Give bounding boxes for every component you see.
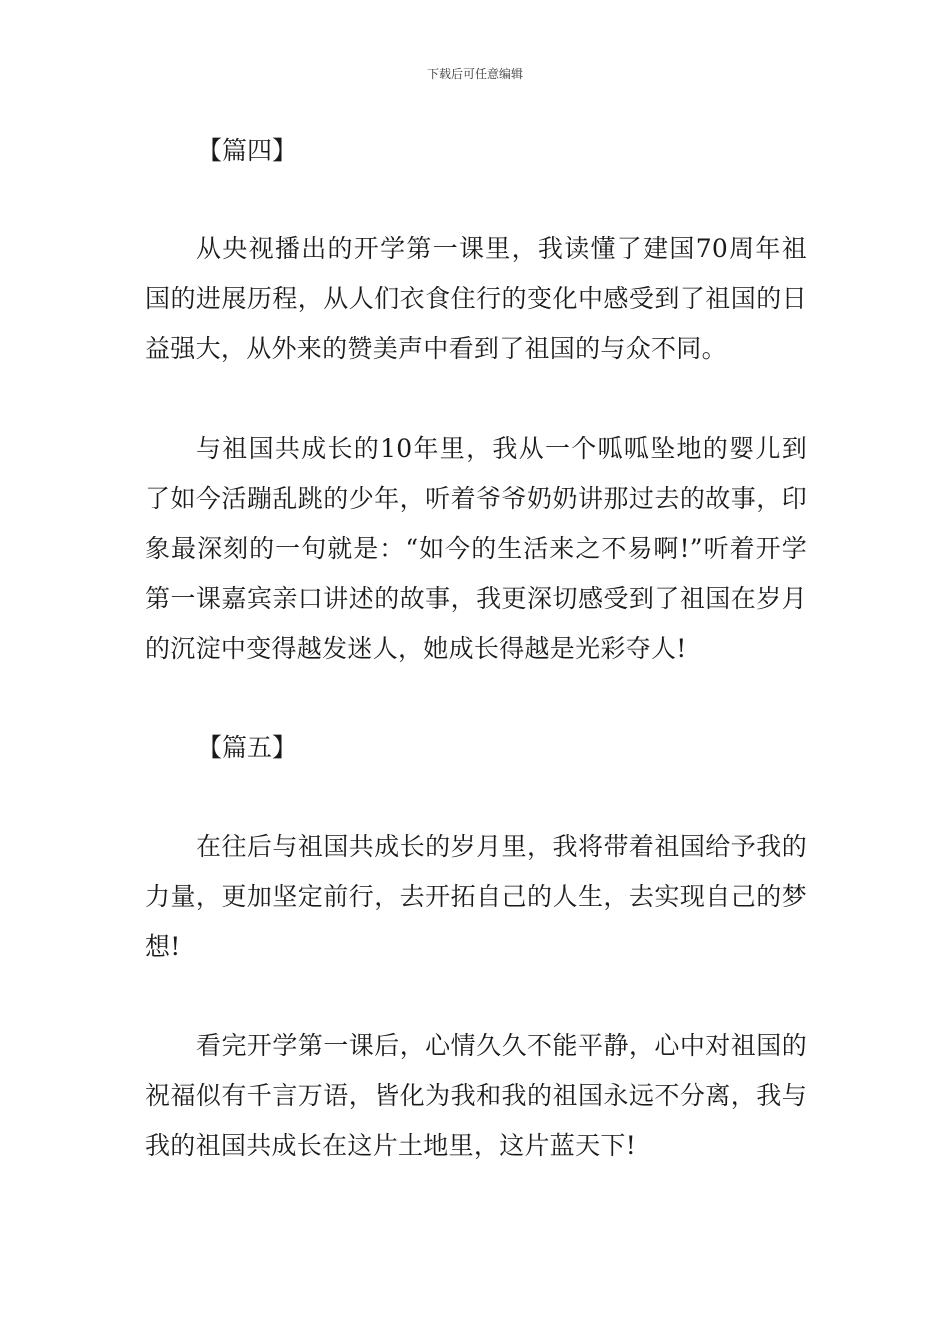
paragraph: 与祖国共成长的10年里，我从一个呱呱坠地的婴儿到了如今活蹦乱跳的少年，听着爷爷奶奶讲那过去的故事，印象最深刻的一句就是：“如今的生活来之不易啊!”听着开学第一课嘉宾亲口讲述的故事，我更深切感受到了祖国在岁月的沉淀中变得越发迷人，她成长得越是光彩夺人! xyxy=(145,434,807,663)
page-header-note: 下载后可任意编辑 xyxy=(426,67,523,81)
paragraph: 在往后与祖国共成长的岁月里，我将带着祖国给予我的力量，更加坚定前行，去开拓自己的人生，去实现自己的梦想! xyxy=(145,832,807,961)
paragraph: 看完开学第一课后，心情久久不能平静，心中对祖国的祝福似有千言万语，皆化为我和我的祖国永远不分离，我与我的祖国共成长在这片土地里，这片蓝天下! xyxy=(145,1031,807,1160)
paragraph: 从央视播出的开学第一课里，我读懂了建国70周年祖国的进展历程，从人们衣食住行的变化中感受到了祖国的日益强大，从外来的赞美声中看到了祖国的与众不同。 xyxy=(145,234,807,363)
section-heading-5: 【篇五】 xyxy=(197,733,298,762)
section-heading-4: 【篇四】 xyxy=(197,136,298,165)
